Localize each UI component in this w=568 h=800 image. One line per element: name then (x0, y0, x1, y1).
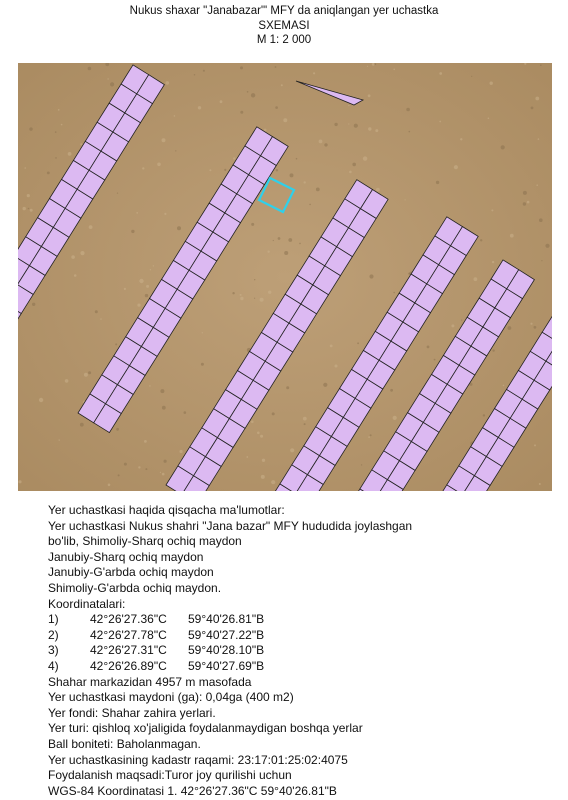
terrain-speck (124, 288, 126, 290)
terrain-speck (55, 157, 57, 159)
terrain-speck (374, 63, 376, 65)
terrain-speck (145, 294, 148, 297)
terrain-speck (162, 138, 166, 142)
terrain-speck (146, 285, 149, 288)
terrain-speck (24, 167, 26, 169)
terrain-speck (538, 138, 540, 140)
terrain-speck (240, 294, 242, 296)
terrain-speck (348, 105, 349, 106)
terrain-speck (390, 389, 393, 392)
terrain-speck (434, 359, 436, 361)
terrain-speck (220, 100, 223, 103)
terrain-speck (23, 207, 26, 210)
terrain-speck (352, 163, 356, 167)
northwest-boundary: Shimoliy-G'arbda ochiq maydon. (48, 580, 222, 595)
terrain-speck (246, 456, 248, 458)
terrain-speck (209, 169, 211, 171)
terrain-speck (523, 191, 527, 195)
terrain-speck (89, 225, 93, 229)
terrain-speck (110, 82, 114, 86)
terrain-speck (367, 66, 368, 67)
terrain-speck (142, 167, 144, 169)
satellite-map (18, 63, 552, 491)
terrain-speck (254, 279, 255, 280)
terrain-speck (251, 421, 254, 424)
terrain-speck (393, 69, 395, 71)
terrain-speck (55, 131, 57, 133)
terrain-speck (162, 473, 165, 476)
coordinate-lat: 42°26'27.78"C (90, 627, 167, 642)
terrain-speck (95, 310, 98, 313)
terrain-speck (224, 169, 226, 171)
terrain-speck (460, 138, 462, 140)
terrain-speck (354, 124, 358, 128)
terrain-speck (80, 143, 82, 145)
terrain-speck (88, 371, 91, 374)
terrain-speck (309, 204, 311, 206)
terrain-speck (480, 239, 482, 241)
area-text: Yer uchastkasi maydoni (ga): 0,04ga (400 m2) (48, 690, 294, 705)
terrain-speck (107, 78, 108, 79)
terrain-speck (286, 386, 289, 389)
terrain-speck (427, 346, 430, 349)
terrain-speck (166, 81, 170, 85)
terrain-speck (349, 171, 352, 174)
terrain-speck (348, 123, 349, 124)
terrain-speck (304, 181, 306, 183)
terrain-speck (523, 202, 526, 205)
terrain-speck (323, 383, 327, 387)
terrain-speck (180, 450, 183, 453)
terrain-speck (273, 240, 274, 241)
terrain-speck (177, 226, 181, 230)
terrain-speck (240, 66, 243, 69)
terrain-speck (276, 169, 278, 171)
terrain-speck (361, 464, 362, 465)
terrain-speck (84, 373, 88, 377)
info-heading: Yer uchastkasi haqida qisqacha ma'lumotlar: (48, 503, 285, 517)
terrain-speck (232, 292, 234, 294)
terrain-speck (260, 435, 263, 438)
terrain-speck (490, 82, 493, 85)
land-type-text: Yer turi: qishloq xo'jaligida foydalanmaydigan boshqa yerlar (48, 721, 363, 736)
terrain-speck (368, 127, 371, 130)
coordinate-index: 1) (48, 612, 59, 627)
terrain-speck (304, 423, 306, 425)
terrain-speck (117, 193, 118, 194)
terrain-speck (275, 106, 278, 109)
coordinate-row (48, 612, 412, 628)
terrain-speck (541, 260, 542, 261)
terrain-speck (334, 123, 337, 126)
terrain-speck (288, 238, 292, 242)
terrain-speck (303, 417, 307, 421)
terrain-speck (254, 298, 255, 299)
terrain-speck (149, 385, 151, 387)
terrain-speck (174, 115, 176, 117)
terrain-speck (29, 127, 32, 130)
terrain-speck (375, 129, 378, 132)
coordinate-index: 4) (48, 658, 59, 673)
coordinate-lon: 59°40'27.22"B (188, 627, 265, 642)
terrain-speck (299, 243, 301, 245)
terrain-speck (144, 440, 147, 443)
terrain-speck (240, 111, 243, 114)
terrain-speck (162, 406, 166, 410)
terrain-speck (198, 106, 201, 109)
terrain-speck (108, 484, 111, 487)
terrain-speck (32, 303, 35, 306)
coordinate-index: 2) (48, 627, 59, 642)
terrain-speck (454, 165, 458, 169)
terrain-speck (157, 163, 161, 167)
terrain-speck (61, 124, 63, 126)
terrain-speck (491, 209, 493, 211)
terrain-speck (313, 72, 315, 74)
terrain-speck (501, 145, 505, 149)
terrain-speck (251, 93, 255, 97)
terrain-speck (372, 63, 375, 66)
terrain-speck (393, 292, 395, 294)
terrain-speck (409, 131, 411, 133)
terrain-speck (406, 108, 410, 112)
terrain-speck (539, 483, 541, 485)
terrain-speck (503, 385, 505, 387)
terrain-speck (369, 274, 373, 278)
coordinates-label: Koordinatalari: (48, 596, 126, 611)
southwest-boundary: Janubiy-G'arbda ochiq maydon (48, 565, 214, 580)
terrain-speck (540, 64, 542, 66)
terrain-speck (58, 109, 60, 111)
terrain-speck (153, 265, 154, 266)
terrain-speck (160, 389, 164, 393)
terrain-speck (118, 474, 120, 476)
terrain-speck (290, 448, 294, 452)
terrain-speck (451, 324, 454, 327)
coordinate-lat: 42°26'27.31"C (90, 643, 167, 658)
terrain-speck (88, 67, 92, 71)
terrain-speck (324, 143, 327, 146)
terrain-speck (164, 460, 167, 463)
terrain-speck (160, 472, 161, 473)
coordinate-row (48, 643, 412, 659)
terrain-speck (290, 173, 294, 177)
terrain-speck (492, 261, 494, 263)
terrain-speck (65, 379, 69, 383)
terrain-speck (28, 208, 30, 210)
coordinate-row (48, 628, 412, 644)
terrain-speck (260, 298, 264, 302)
terrain-speck (80, 251, 84, 255)
document-subtitle: SXEMASI (258, 19, 310, 32)
terrain-speck (436, 181, 439, 184)
document-title: Nukus shaxar "Janabazar"' MFY da aniqlangan yer uchastka (129, 5, 439, 17)
plot-info-block (48, 503, 412, 799)
terrain-speck (80, 423, 84, 427)
terrain-speck (272, 412, 275, 415)
terrain-speck (194, 74, 195, 75)
terrain-speck (240, 297, 243, 300)
terrain-speck (488, 118, 490, 120)
terrain-speck (510, 234, 514, 238)
terrain-speck (530, 323, 532, 325)
map-scale: M 1: 2 000 (256, 34, 312, 46)
terrain-speck (474, 277, 478, 281)
terrain-speck (201, 363, 204, 366)
terrain-speck (376, 188, 380, 192)
terrain-speck (363, 156, 367, 160)
wgs84-coordinate-text: WGS-84 Koordinatasi 1. 42°26'27.36"C 59°40'26.81"B (48, 783, 337, 798)
terrain-speck (30, 209, 33, 212)
terrain-speck (47, 172, 50, 175)
terrain-speck (283, 118, 287, 122)
terrain-speck (330, 345, 333, 348)
cadastral-plot-scheme (18, 63, 552, 491)
terrain-speck (74, 274, 77, 277)
terrain-speck (278, 237, 281, 240)
terrain-speck (335, 365, 338, 368)
coordinate-index: 3) (48, 643, 59, 658)
terrain-speck (483, 414, 485, 416)
terrain-speck (471, 76, 472, 77)
terrain-speck (319, 140, 323, 144)
terrain-speck (267, 251, 269, 253)
coordinate-lon: 59°40'26.81"B (188, 612, 265, 627)
terrain-speck (461, 320, 462, 321)
terrain-speck (71, 255, 75, 259)
terrain-speck (116, 428, 119, 431)
terrain-speck (405, 199, 406, 200)
terrain-speck (296, 158, 298, 160)
terrain-speck (536, 184, 538, 186)
terrain-speck (184, 411, 187, 414)
terrain-speck (534, 444, 536, 446)
terrain-speck (271, 480, 275, 484)
terrain-speck (150, 269, 151, 270)
terrain-speck (100, 318, 102, 320)
coordinate-lat: 42°26'26.89"C (90, 658, 167, 673)
terrain-speck (539, 218, 543, 222)
terrain-speck (262, 459, 265, 462)
distance-text: Shahar markazidan 4957 m masofada (48, 674, 252, 689)
terrain-speck (203, 70, 205, 72)
terrain-speck (247, 91, 249, 93)
terrain-speck (139, 279, 143, 283)
terrain-speck (164, 213, 166, 215)
terrain-speck (439, 121, 441, 123)
location-text: Yer uchastkasi Nukus shahri "Jana bazar" MFY hududida joylashgan (48, 518, 413, 533)
terrain-speck (535, 97, 539, 101)
coordinate-row (48, 659, 412, 675)
terrain-speck (59, 439, 60, 440)
bonitet-text: Ball boniteti: Baholanmagan. (48, 736, 201, 751)
terrain-speck (175, 150, 176, 151)
terrain-speck (137, 304, 140, 307)
terrain-speck (145, 468, 147, 470)
terrain-speck (138, 466, 140, 468)
coordinate-lon: 59°40'27.69"B (188, 658, 265, 673)
southeast-boundary: Janubiy-Sharq ochiq maydon (48, 549, 204, 564)
terrain-speck (115, 343, 117, 345)
terrain-speck (251, 223, 254, 226)
terrain-speck (370, 434, 372, 436)
terrain-speck (439, 72, 442, 75)
terrain-speck (368, 94, 371, 97)
terrain-speck (316, 188, 320, 192)
terrain-speck (527, 201, 530, 204)
terrain-speck (492, 349, 494, 351)
terrain-speck (261, 475, 265, 479)
terrain-speck (18, 480, 21, 483)
terrain-speck (268, 291, 271, 294)
terrain-speck (68, 152, 72, 156)
terrain-speck (281, 84, 283, 86)
terrain-speck (131, 230, 134, 233)
usage-purpose-text: Foydalanish maqsadi:Turor joy qurilishi uchun (48, 768, 292, 783)
terrain-speck (357, 342, 359, 344)
terrain-speck (39, 398, 43, 402)
terrain-speck (284, 251, 288, 255)
land-fund-text: Yer fondi: Shahar zahira yerlari. (48, 705, 216, 720)
terrain-speck (534, 326, 537, 329)
terrain-speck (257, 432, 260, 435)
cadastre-number-text: Yer uchastkasining kadastr raqami: 23:17:01:25:02:4075 (48, 752, 348, 767)
terrain-speck (275, 66, 277, 68)
terrain-speck (27, 194, 30, 197)
terrain-speck (545, 244, 549, 248)
location-text-cont: bo'lib, Shimoliy-Sharq ochiq maydon (48, 534, 242, 549)
coordinate-lon: 59°40'28.10"B (188, 643, 265, 658)
terrain-speck (202, 332, 203, 333)
coordinate-lat: 42°26'27.36"C (90, 612, 167, 627)
terrain-speck (508, 326, 512, 330)
terrain-speck (393, 416, 397, 420)
terrain-speck (233, 157, 235, 159)
terrain-speck (136, 212, 138, 214)
document-header (0, 4, 568, 48)
terrain-speck (368, 436, 370, 438)
terrain-speck (531, 107, 534, 110)
terrain-speck (124, 463, 127, 466)
